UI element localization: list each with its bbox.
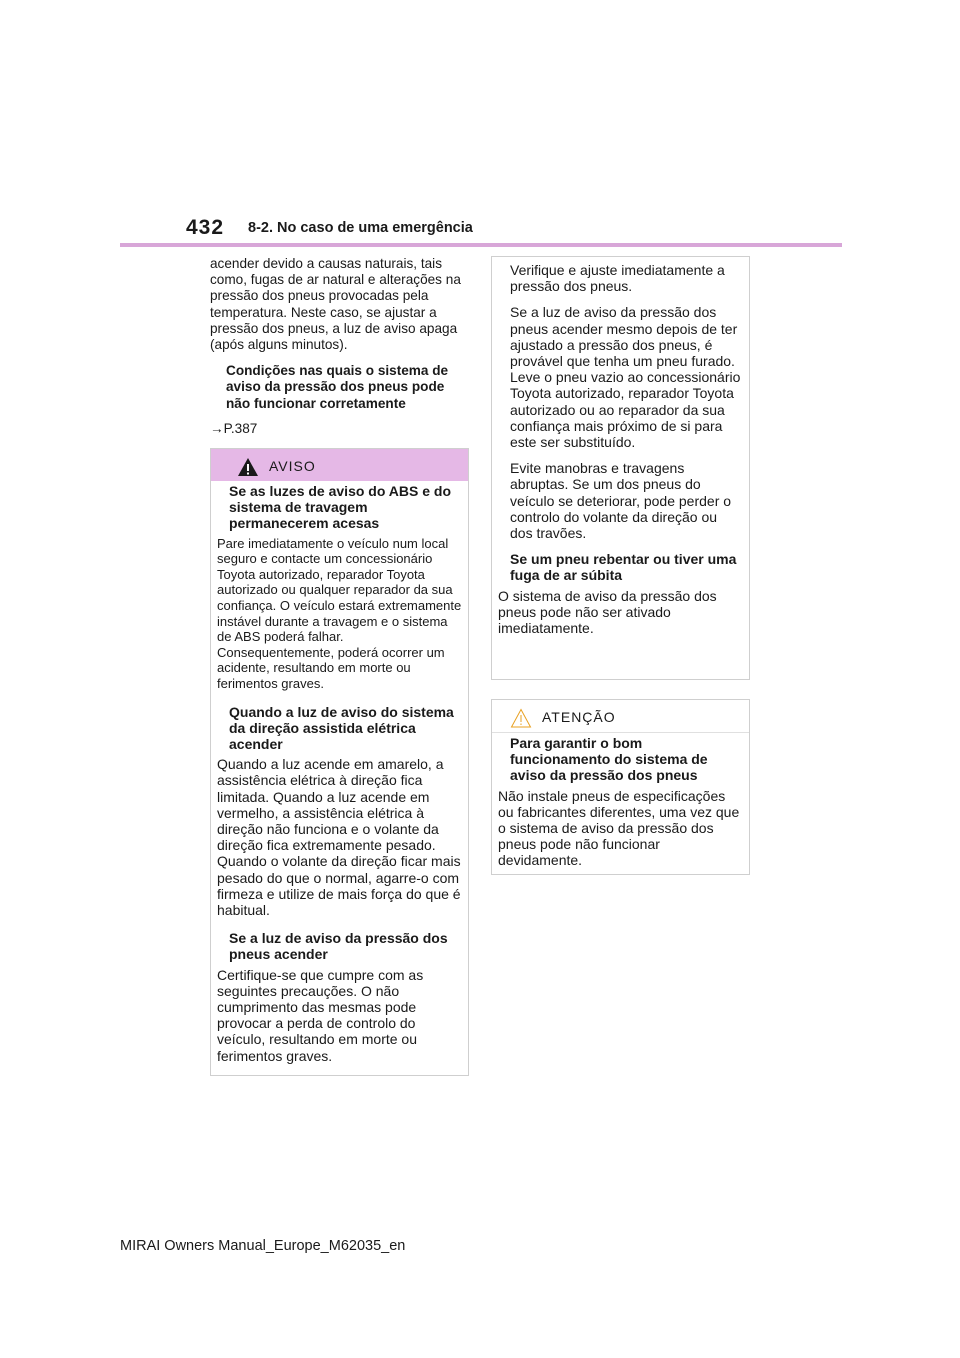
aviso-sub-abs: Se as luzes de aviso do ABS e do sistema de travagem permanecerem acesas bbox=[229, 483, 451, 532]
footer-text: MIRAI Owners Manual_Europe_M62035_en bbox=[120, 1238, 406, 1254]
aviso-continued-box bbox=[491, 256, 750, 680]
intro-paragraph: acender devido a causas naturais, tais como, fugas de ar natural e alterações na pressão dos pneus provocadas pela temperatura. Neste caso, se ajustar a pressão dos pneus, a luz de aviso apaga (após alguns minutos). bbox=[210, 256, 461, 353]
atencao-sub: Para garantir o bom funcionamento do sistema de aviso da pressão dos pneus bbox=[510, 735, 708, 784]
sub-burst-tyre: Se um pneu rebentar ou tiver uma fuga de ar súbita bbox=[510, 551, 737, 584]
aviso-text-abs: Pare imediatamente o veículo num local seguro e contacte um concessionário Toyota autorizado, reparador Toyota autorizado ou qualquer reparador da sua confiança. O veículo estará extremamente instável durante a travagem e o sistema de ABS poderá falhar. Consequentemente, poderá ocorrer um acidente, resultando em morte ou ferimentos graves. bbox=[217, 535, 462, 691]
aviso-text-tyre: Certifique-se que cumpre com as seguintes precauções. O não cumprimento das mesmas pode provocar a perda de controlo do veículo, resultando em morte ou ferimentos graves. bbox=[217, 966, 424, 1064]
precaution-check-pressure: Verifique e ajuste imediatamente a pressão dos pneus. bbox=[510, 262, 725, 295]
aviso-title: AVISO bbox=[269, 458, 316, 474]
left-column bbox=[210, 256, 468, 437]
aviso-header bbox=[211, 449, 468, 481]
atencao-box bbox=[491, 699, 750, 875]
caution-icon bbox=[510, 708, 532, 728]
section-title: 8-2. No caso de uma emergência bbox=[248, 220, 473, 236]
header-divider bbox=[120, 243, 842, 247]
conditions-heading: Condições nas quais o sistema de aviso da pressão dos pneus pode não funcionar corretamente bbox=[226, 363, 449, 411]
precaution-flat-tyre: Se a luz de aviso da pressão dos pneus acender mesmo depois de ter ajustado a pressão dos pneus, é provável que tenha um pneu furado. Leve o pneu vazio ao concessionário Toyota autorizado, reparador Toyota autorizado ou ao reparador da sua confiança mais próximo de si para este ser substituído. bbox=[510, 304, 741, 451]
atencao-title: ATENÇÃO bbox=[542, 709, 616, 725]
text-burst-tyre: O sistema de aviso da pressão dos pneus pode não ser ativado imediatamente. bbox=[498, 587, 717, 637]
aviso-text-steering: Quando a luz acende em amarelo, a assistência elétrica à direção fica limitada. Quando a luz acende em vermelho, a assistência elétrica à direção não funciona e o volante da direção fica extremamente pesado. Quando o volante da direção ficar mais pesado do que o normal, agarre-o com firmeza e utilize de mais força do que é habitual. bbox=[217, 756, 461, 918]
aviso-sub-steering: Quando a luz de aviso do sistema da direção assistida elétrica acender bbox=[229, 703, 454, 752]
atencao-header bbox=[492, 700, 749, 733]
aviso-box bbox=[210, 448, 469, 1076]
aviso-sub-tyre: Se a luz de aviso da pressão dos pneus acender bbox=[229, 930, 448, 963]
precaution-avoid-manoeuvres: Evite manobras e travagens abruptas. Se um dos pneus do veículo se deteriorar, pode perder o controlo do volante da direção ou dos travões. bbox=[510, 460, 732, 542]
atencao-text: Não instale pneus de especificações ou fabricantes diferentes, uma vez que o sistema de aviso da pressão dos pneus pode não funcionar devidamente. bbox=[498, 787, 740, 869]
page-number: 432 bbox=[186, 216, 225, 239]
warning-icon bbox=[237, 457, 259, 477]
page-reference[interactable]: →P.387 bbox=[210, 420, 258, 436]
